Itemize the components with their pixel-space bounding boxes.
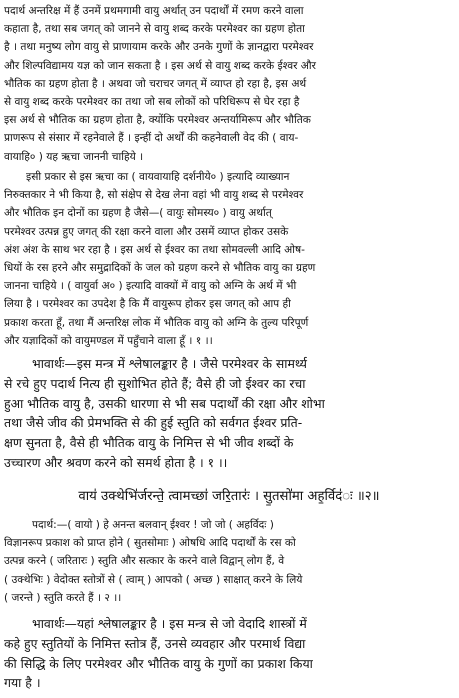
text-line: गया है । — [4, 675, 41, 691]
text-line: पदार्थ अन्तरिक्ष में हैं उनमें प्रथमगामी वायु अर्थात् उन पदार्थों में रमण करने वाला — [4, 5, 304, 17]
bhavartha-paragraph-1 — [4, 354, 452, 473]
text-line: और यज्ञादिकों को वायुमण्डल में पहुँचाने वाला हूँ । १ ।। — [4, 334, 213, 347]
text-line: परमेश्वर उत्पन्न हुए जगत् की रक्षा करने वाला और उसमें व्याप्त होकर उसके — [4, 225, 289, 238]
text-line: जानना चाहिये । ( वायुर्वा अ० ) इत्यादि वाक्यों में वायु को अग्नि के अर्थ में भी — [4, 280, 297, 293]
text-line: लिया है । परमेश्वर का उपदेश है कि मैं वायुरूप होकर इस जगत् को आप ही — [4, 298, 291, 311]
text-line: वायाहि० ) यह ऋचा जाननी चाहिये । — [4, 150, 144, 163]
text-line: धियों के रस हरने और समुद्रादिकों के जल को ग्रहण करने से भौतिक वायु का ग्रहण — [4, 262, 316, 275]
text-line: ( जरन्ते ) स्तुति करते हैं । २ ।। — [4, 591, 122, 604]
bhavartha-paragraph-2 — [4, 614, 452, 693]
text-line: और शिल्पविद्यामय यज्ञ को जान सकता है । इस अर्थ से वायु शब्द करके ईश्वर और — [4, 59, 316, 72]
text-line: है । तथा मनुष्य लोग वायु से प्राणायाम करके और उनके गुणों के ज्ञानद्वारा परमेश्वर — [4, 41, 314, 54]
text-line: हुआ भौतिक वायु है, उसकी धारणा से भी सब पदार्थों की रक्षा और शोभा — [4, 395, 325, 411]
text-line: इसी प्रकार से इस ऋचा का ( वायवायाहि दर्शनीये० ) इत्यादि व्याख्यान — [26, 171, 290, 183]
text-line: भावार्थः—यहां श्लेषालङ्कार है । इस मन्त्र से जो वेदादि शास्त्रों में — [32, 616, 307, 631]
text-line: कहे हुए स्तुतियों के निमित्त स्तोत्र हैं, उनसे व्यवहार और परमार्थ विद्या — [4, 635, 306, 651]
text-line: निरुक्तकार ने भी किया है, सो संक्षेप से देख लेना वहां भी वायु शब्द से परमेश्वर — [4, 189, 304, 202]
text-line: क्षण सुनता है, वैसे ही भौतिक वायु के निमित्त से भी जीव शब्दों के — [4, 435, 294, 451]
text-line: से वायु शब्द करके परमेश्वर का तथा जो सब लोकों को परिधिरूप से घेर रहा है — [4, 96, 300, 109]
text-line: इस अर्थ से भौतिक का ग्रहण होता है, क्योंकि परमेश्वर अन्तर्यामिरूप और भौतिक — [4, 114, 311, 127]
text-line: उत्पन्न करने ( जरितारः ) स्तुति और सत्कार के करने वाले विद्वान् लोग हैं, वे — [4, 555, 285, 568]
mantra-verse: वाय॑ उक्थेभि॑र्जरन्ते॒ त्वामच्छा॑ जरि॒तारः॑ । सु॒तसो॑मा अह॒र्विद॑ः ॥२॥ — [78, 489, 380, 504]
text-line: प्रकाश करता हूँ, तथा मैं अन्तरिक्ष लोक में भौतिक वायु को अग्नि के तुल्य परिपूर्ण — [4, 316, 309, 329]
text-line: विज्ञानरूप प्रकाश को प्राप्त होने ( सुतसोमाः ) ओषधि आदि पदार्थों के रस को — [4, 537, 296, 550]
padartha-paragraph-2 — [4, 168, 452, 350]
text-line: से रचे हुए पदार्थ नित्य ही सुशोभित होते हैं; वैसे ही जो ईश्वर का रचा — [4, 375, 306, 391]
text-line: तथा जैसे जीव की प्रेमभक्ति से की हुई स्तुति को सर्वगत ईश्वर प्रति- — [4, 415, 303, 431]
text-line: भावार्थः—इस मन्त्र में श्लेषालङ्कार है । जैसे परमेश्वर के सामर्थ्य — [32, 356, 307, 371]
text-line: ( उक्थेभिः ) वेदोक्त स्तोत्रों से ( त्वाम् ) आपको ( अच्छ ) साक्षात् करने के लिये — [4, 573, 303, 586]
padartha-paragraph-3 — [4, 516, 452, 607]
text-line: प्राणरूप से संसार में रहनेवाले हैं । इन्हीं दो अर्थों की कहनेवाली वेद की ( वाय- — [4, 132, 299, 145]
text-line: पदार्थ:—( वायो ) हे अनन्त बलवान् ईश्वर ! जो जो ( अहर्विदः ) — [32, 519, 274, 531]
padartha-paragraph-1 — [4, 2, 452, 166]
text-line: उच्चारण और श्रवण करने को समर्थ होता है । १ ।। — [4, 454, 228, 470]
text-line: भौतिक का ग्रहण होता है । अथवा जो चराचर जगत् में व्याप्त हो रहा है, इस अर्थ — [4, 77, 307, 90]
text-line: अंश अंश के साथ भर रहा है । इस अर्थ से ईश्वर का तथा सोमवल्ली आदि ओष- — [4, 243, 305, 256]
text-line: और भौतिक इन दोनों का ग्रहण है जैसे—( वायुः सोमस्य० ) वायु अर्थात् — [4, 207, 272, 220]
text-line: कहाता है, तथा सब जगत् को जानने से वायु शब्द करके परमेश्वर का ग्रहण होता — [4, 23, 305, 36]
text-line: की सिद्धि के लिए परमेश्वर और भौतिक वायु के गुणों का प्रकाश किया — [4, 655, 313, 671]
